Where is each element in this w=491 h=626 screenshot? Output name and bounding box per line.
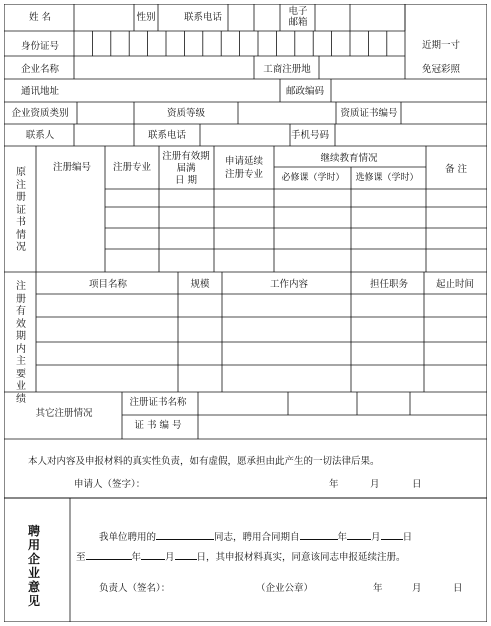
employer-l2-year: 年	[131, 552, 142, 563]
col-expiry-line3: 日 期	[174, 175, 198, 186]
decl-day: 日	[412, 479, 422, 490]
declaration-statement: 本人对内容及申报材料的真实性负责，如有虚假，愿承担由此产生的一切法律后果。	[28, 456, 380, 467]
col-apply-line2: 注册专业	[224, 169, 264, 180]
responsible-signature-label: 负责人（签名）：	[99, 583, 171, 594]
employer-l1-a: 我单位聘用的	[99, 532, 157, 543]
cert-name-label: 注册证书名称	[129, 397, 187, 408]
employer-l2-month: 月	[165, 552, 175, 563]
email-label-line1: 电子	[288, 6, 308, 17]
phone-label: 联系电话	[183, 12, 223, 23]
business-registry-label: 工商注册地	[263, 64, 311, 75]
qualification-level-label: 资质等级	[166, 108, 206, 119]
start-year-blank	[300, 529, 338, 540]
projects-section-label: 注册有效期内主要业绩	[16, 281, 26, 405]
employer-l1-year: 年	[337, 532, 348, 543]
name-label: 姓 名	[28, 12, 52, 23]
mobile-label: 手机号码	[290, 130, 330, 141]
cert-no-label: 证 书 编 号	[134, 420, 182, 431]
other-registration-label: 其它注册情况	[35, 408, 93, 419]
col-continuing-education: 继续教育情况	[320, 153, 378, 164]
employer-line-1	[99, 529, 412, 543]
email-label-line2: 邮箱	[288, 17, 308, 28]
employer-l2-a: 至	[76, 552, 86, 563]
qualification-cert-no-label: 资质证书编号	[340, 108, 398, 119]
col-period: 起止时间	[435, 279, 475, 290]
col-expiry-line2: 届满	[176, 163, 196, 174]
end-year-blank	[86, 549, 132, 560]
col-apply-line1: 申请延续	[224, 156, 264, 167]
company-seal-label: （企业公章）	[256, 583, 314, 594]
employer-l1-b: 同志，聘用合同期自	[214, 532, 300, 543]
employer-l2-day: 日，其申报材料真实，同意该同志申报延续注册。	[196, 552, 406, 563]
postal-code-label: 邮政编码	[285, 86, 325, 97]
start-month-blank	[347, 529, 371, 540]
contact-phone-label: 联系电话	[147, 130, 187, 141]
decl-month: 月	[370, 479, 380, 490]
qualification-category-label: 企业资质类别	[11, 108, 69, 119]
decl-year: 年	[329, 479, 339, 490]
emp-year: 年	[373, 583, 383, 594]
col-project-name: 项目名称	[88, 279, 128, 290]
employer-l1-month: 月	[371, 532, 381, 543]
emp-day: 日	[453, 583, 463, 594]
company-name-label: 企业名称	[20, 64, 60, 75]
id-number-label: 身份证号	[20, 41, 60, 52]
col-major: 注册专业	[112, 162, 152, 173]
employer-section-label: 聘用企业意见	[27, 524, 40, 608]
mailing-address-label: 通讯地址	[20, 86, 60, 97]
contact-person-label: 联系人	[25, 130, 55, 141]
col-expiry-line1: 注册有效期	[162, 151, 210, 162]
emp-month: 月	[412, 583, 422, 594]
col-role: 担任职务	[369, 279, 409, 290]
photo-note-line1: 近期一寸	[421, 40, 461, 51]
start-day-blank	[381, 529, 403, 540]
applicant-signature-label: 申请人（签字）：	[74, 479, 146, 490]
col-required-hours: 必修课（学时）	[281, 173, 345, 183]
registration-renewal-form	[4, 4, 487, 622]
col-elective-hours: 选修课（学时）	[355, 173, 419, 183]
employer-l1-day: 日	[402, 532, 413, 543]
col-scale: 规模	[190, 279, 210, 290]
registration-section-label: 原注册证书情况	[16, 167, 26, 253]
photo-note-line2: 免冠彩照	[421, 64, 461, 75]
gender-label: 性别	[136, 12, 156, 23]
employee-name-blank	[156, 529, 214, 540]
end-day-blank	[175, 549, 197, 560]
col-work-content: 工作内容	[269, 279, 309, 290]
col-remarks: 备 注	[444, 164, 468, 175]
col-reg-no: 注册编号	[52, 162, 92, 173]
employer-line-2	[76, 549, 406, 563]
end-month-blank	[141, 549, 165, 560]
